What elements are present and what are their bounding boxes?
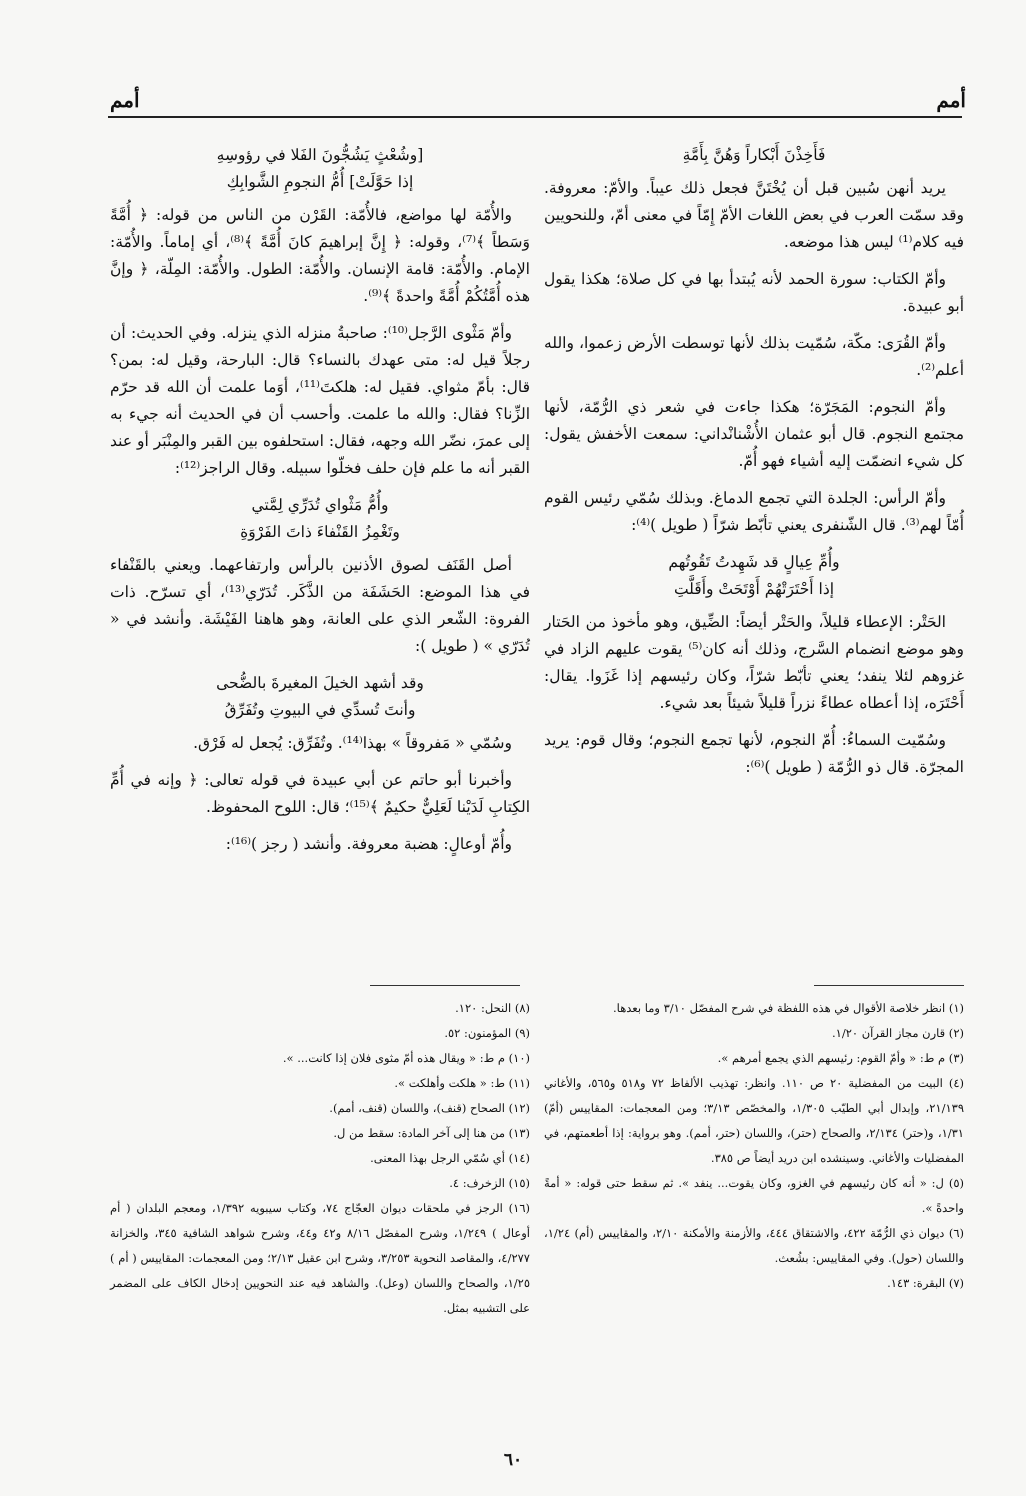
paragraph: وأمّ الرأس: الجلدة التي تجمع الدماغ. وبذلك سُمّي رئيس القوم أُمّاً لهم⁽³⁾. قال الشّنفرى يعني تأبّط شرّاً ( طويل )⁽⁴⁾: (544, 489, 964, 534)
footnote: (١٤) أي سُمّي الرجل بهذا المعنى. (370, 1151, 530, 1165)
footnote: (١٢) الصحاح (قنف)، واللسان (قنف، أمم). (329, 1101, 530, 1115)
footnotes-right (544, 996, 964, 1296)
footnote: (١١) ط: « هلكت وأهلكت ». (394, 1076, 530, 1090)
paragraph: وسُمّيت السماءُ: أُمّ النجوم، لأنها تجمع النجوم؛ وقال قوم: يريد المجرّة. قال ذو الرُّمّة ( طويل )⁽⁶⁾: (544, 731, 964, 776)
footnote: (٤) البيت من المفضلية ٢٠ ص ١١٠. وانظر: تهذيب الألفاظ ٧٢ و٥١٨ و٥٦٥، والأغاني ٢١/١٣٩، وإبدال أبي الطيّب ١/٣٠٥، والمخصّص ٣/١٣؛ ومن المعجمات: المقاييس (أمّ) ١/٣١، و(حتر) ٢/١٣٤، والصحاح (حتر)، واللسان (حتر، أمم). وهو برواية: إذا أطعمتهم، في المفضليات والأغاني. وسينشده ابن دريد أيضاً ص ٣٨٥. (544, 1076, 964, 1165)
verse-block (110, 492, 530, 546)
header-rule (108, 116, 962, 118)
footnote-rule (814, 985, 964, 986)
verse-line: وأنتَ تُسدِّي في البيوتِ وتُفَرِّقُ (224, 701, 416, 719)
left-text-column (110, 140, 530, 868)
footnote: (١٥) الزخرف: ٤. (449, 1176, 530, 1190)
verse-line: فَأَخِذْنَ أَبْكاراً وَهُنَّ بِأَمَّةِ (682, 146, 826, 164)
verse-line: وأُمِّ عِيالٍ قد شَهِدتُ تَقُوتُهم (668, 553, 840, 571)
paragraph: وأُمّ أوعالٍ: هضبة معروفة. وأنشد ( رجز )⁽¹⁶⁾: (225, 835, 512, 853)
running-head-right: أمم (936, 88, 966, 112)
footnote: (٣) م ط: « وأمّ القوم: رئيسهم الذي يجمع أمرهم ». (717, 1051, 964, 1065)
paragraph: وأمّ النجوم: المَجَرّة؛ هكذا جاءت في شعر ذي الرُّمّة، لأنها مجتمع النجوم. قال أبو عثمان الأُشْنانْداني: سمعت الأخفش يقول: كل شيء انضمّت إليه أشياء فهو أُمّ. (544, 398, 964, 470)
footnote: (٢) قارن مجاز القرآن ١/٢٠. (831, 1026, 964, 1040)
paragraph: والأُمّة لها مواضع، فالأُمّة: القَرْن من الناس من قوله: ﴿ أُمَّةً وَسَطاً ﴾⁽⁷⁾، وقوله: ﴿ إِنَّ إبراهيمَ كانَ أُمَّةً ﴾⁽⁸⁾، أي إماماً. والأُمّة: الإمام. والأُمّة: قامة الإنسان. والأُمّة: الطول. والأُمّة: المِلّة، ﴿ وإنَّ هذه أُمَّتُكُمْ أُمَّةً واحدةً ﴾⁽⁹⁾. (110, 206, 531, 305)
footnote: (١٦) الرجز في ملحقات ديوان العجّاج ٧٤، وكتاب سيبويه ١/٣٩٢، ومعجم البلدان ( أم أوعال ) ١/٢٤٩، وشرح المفصّل ٨/١٦ و٤٢ و٤٤، وشرح شواهد الشافية ٣٤٥، والخزانة ٤/٢٧٧، والمقاصد النحوية ٣/٢٥٣، وشرح ابن عقيل ٢/١٣؛ ومن المعجمات: المقاييس ( أم ) ١/٢٥، والصحاح واللسان (وعل). والشاهد فيه عند النحويين إدخال الكاف على المضمر على التشبيه بمثل. (110, 1201, 530, 1315)
paragraph: وأمّ مَثْوى الرَّجل⁽¹⁰⁾: صاحبةُ منزله الذي ينزله. وفي الحديث: أن رجلاً قيل له: متى عهدك بالنساء؟ قال: البارحة، وقيل له: بمن؟ قال: بأمّ مثواي. فقيل له: هلكتَ⁽¹¹⁾، أوَما علمت أن الله قد حرّم الزِّنا؟ فقال: والله ما علمت. وأحسب أن في الحديث أنه جيء به إلى عمرَ، نضّر الله وجهه، فقال: استحلفوه بين القبر والمِنْبَر أو عند القبر أنه ما علم فإن حلف فخلّوا سبيله. وقال الراجز⁽¹²⁾: (110, 324, 530, 477)
paragraph: وسُمّي « مَفروقاً » بهذا⁽¹⁴⁾. وتُفَرِّق: يُجعل له فَرْق. (193, 734, 512, 752)
verse-block (544, 549, 964, 603)
footnote: (١٣) من هنا إلى آخر المادة: سقط من ل. (333, 1126, 530, 1140)
paragraph: يريد أنهن سُبين قبل أن يُخْتَنَّ فجعل ذلك عيباً. والأمّ: معروفة. وقد سمّت العرب في بعض اللغات الأمّ إِمّاً في معنى أمّ، وللنحويين فيه كلام⁽¹⁾ ليس هذا موضعه. (544, 179, 964, 251)
footnote: (١٠) م ط: « ويقال هذه أمّ مثوى فلان إذا كانت... ». (282, 1051, 530, 1065)
verse-line: إذا أَحْتَرَتْهُمْ أَوْتَحَتْ وأَقَلَّتِ (673, 580, 835, 598)
footnotes-left (110, 996, 530, 1321)
paragraph: وأمّ الكتاب: سورة الحمد لأنه يُبتدأ بها في كل صلاة؛ هكذا يقول أبو عبيدة. (544, 270, 964, 315)
footnote: (٨) النحل: ١٢٠. (455, 1001, 530, 1015)
right-text-column (544, 140, 964, 791)
verse-line: [وشُعْثٍ يَشُجُّونَ الفَلا في رؤوسِهِ (216, 146, 424, 164)
running-head-left: أمم (110, 88, 140, 112)
verse-line: وتَغْمِزُ القَنْفاءَ ذاتَ الفَرْوَةِ (240, 523, 400, 541)
paragraph: أصل القَنَف لصوق الأذنين بالرأس وارتفاعهما. ويعني بالقَنْفاء في هذا الموضع: الحَشَفَة من الذَّكَر. تُدَرّي⁽¹³⁾، أي تسرّح. ذات الفروة: الشّعر الذي على العانة، وهو هاهنا الفَيْشَة. وأنشد في « تُدَرّي » ( طويل ): (110, 556, 530, 655)
footnote-rule (370, 985, 520, 986)
paragraph: الحَتْر: الإعطاء قليلاً، والحَتْر أيضاً: الضِّيق، وهو مأخوذ من الحَتار وهو موضع انضمام السَّرج، وذلك أنه كان⁽⁵⁾ يقوت عليهم الزاد في غزوهم لئلا ينفد؛ يعني تأبّط شرّاً، وكان رئيسهم إذا غَزَوا. يقال: أَحْتَرَه، إذا أعطاه عطاءً نزراً قليلاً شيئاً بعد شيء. (544, 613, 964, 712)
footnote: (٥) ل: « أنه كان رئيسهم في الغزو، وكان يقوت... ينفد ». ثم سقط حتى قوله: « أمةً واحدةً ». (544, 1176, 964, 1215)
page-number: ٦٠ (503, 1450, 523, 1470)
verse-line: إذا حَوَّلَتْ] أُمُّ النجومِ الشَّوابِكِ (226, 173, 414, 191)
footnote: (٦) ديوان ذي الرُّمّة ٤٢٢، والاشتقاق ٤٤٤، والأزمنة والأمكنة ٢/١٠، والمقاييس (أم) ١/٢٤، واللسان (حول). وفي المقاييس: بشُعث. (544, 1226, 964, 1265)
verse-line: وأُمُّ مَثْواي تُدَرِّي لِمَّتي (251, 496, 389, 514)
footnote: (١) انظر خلاصة الأقوال في هذه اللفظة في شرح المفصّل ٣/١٠ وما بعدها. (613, 1001, 964, 1015)
paragraph: وأخبرنا أبو حاتم عن أبي عبيدة في قوله تعالى: ﴿ وإنه في أُمِّ الكِتابِ لَدَيْنا لَعَلِيٌّ حكيمٌ ﴾⁽¹⁵⁾؛ قال: اللوح المحفوظ. (110, 771, 530, 816)
verse-line: وقد أشهد الخيلَ المغيرةَ بالضُّحى (216, 674, 424, 692)
verse-block (544, 142, 964, 169)
verse-block (110, 142, 530, 196)
footnote: (٩) المؤمنون: ٥٢. (444, 1026, 530, 1040)
paragraph: وأمّ القُرَى: مكّة، سُمّيت بذلك لأنها توسطت الأرض زعموا، والله أعلم⁽²⁾. (544, 334, 964, 379)
footnote: (٧) البقرة: ١٤٣. (887, 1276, 964, 1290)
verse-block (110, 670, 530, 724)
